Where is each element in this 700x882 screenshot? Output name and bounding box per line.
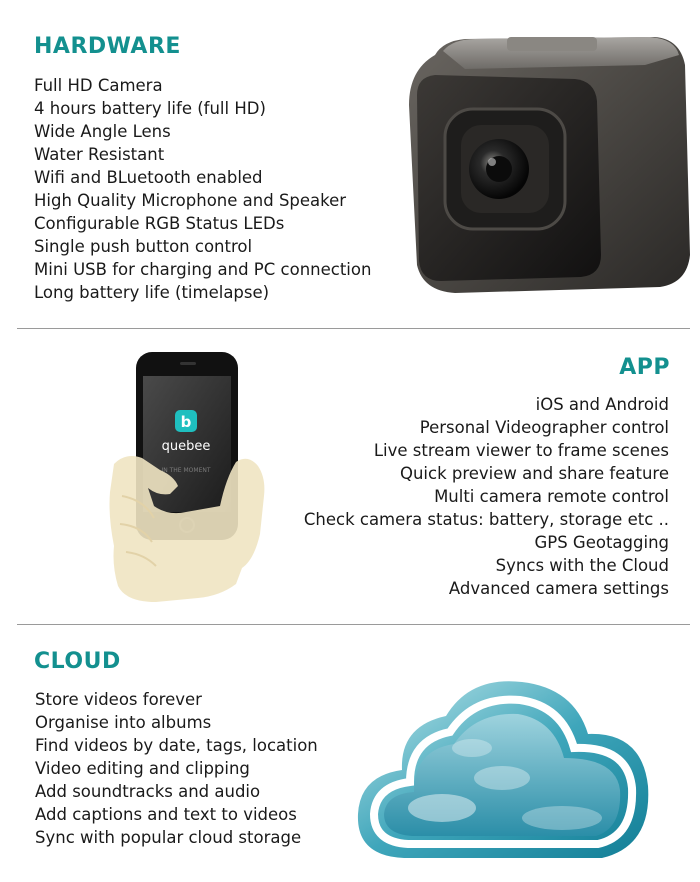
cloud-feature-list — [35, 688, 318, 849]
hardware-feature: Mini USB for charging and PC connection — [34, 260, 372, 279]
hardware-heading: HARDWARE — [34, 34, 181, 59]
hardware-feature: Long battery life (timelapse) — [34, 283, 270, 302]
app-feature: Quick preview and share feature — [399, 464, 669, 483]
phone-brand-text: quebee — [161, 439, 211, 454]
hardware-feature: High Quality Microphone and Speaker — [34, 191, 347, 210]
hardware-feature: Wide Angle Lens — [34, 122, 171, 141]
svg-text:b: b — [180, 413, 192, 431]
hardware-feature: Water Resistant — [34, 145, 165, 164]
app-feature: Check camera status: battery, storage etc .. — [303, 510, 669, 529]
app-feature: Syncs with the Cloud — [495, 556, 669, 575]
section-divider — [17, 624, 690, 625]
cloud-feature: Video editing and clipping — [35, 759, 250, 778]
app-feature: Advanced camera settings — [448, 579, 669, 598]
hardware-feature: 4 hours battery life (full HD) — [34, 99, 266, 118]
camera-image — [395, 25, 695, 305]
cloud-feature: Add captions and text to videos — [35, 805, 297, 824]
hardware-feature: Configurable RGB Status LEDs — [34, 214, 285, 233]
hardware-feature: Single push button control — [34, 237, 253, 256]
hardware-feature: Full HD Camera — [34, 76, 163, 95]
app-feature-list — [304, 393, 669, 600]
app-feature: GPS Geotagging — [534, 533, 669, 552]
cloud-feature: Sync with popular cloud storage — [35, 828, 302, 847]
app-feature: iOS and Android — [535, 395, 669, 414]
section-divider — [17, 328, 690, 329]
app-heading: APP — [619, 355, 670, 380]
cloud-feature: Find videos by date, tags, location — [35, 736, 318, 755]
app-feature: Multi camera remote control — [434, 487, 669, 506]
app-feature: Live stream viewer to frame scenes — [373, 441, 669, 460]
cloud-image — [352, 668, 652, 863]
phone-tagline-text: IN THE MOMENT — [161, 467, 211, 474]
cloud-feature: Add soundtracks and audio — [35, 782, 261, 801]
cloud-feature: Store videos forever — [35, 690, 202, 709]
phone-in-hand-image — [108, 346, 303, 611]
cloud-heading: CLOUD — [34, 649, 121, 674]
hardware-feature-list — [34, 74, 371, 304]
cloud-feature: Organise into albums — [35, 713, 212, 732]
app-feature: Personal Videographer control — [419, 418, 669, 437]
hardware-feature: Wifi and BLuetooth enabled — [34, 168, 263, 187]
